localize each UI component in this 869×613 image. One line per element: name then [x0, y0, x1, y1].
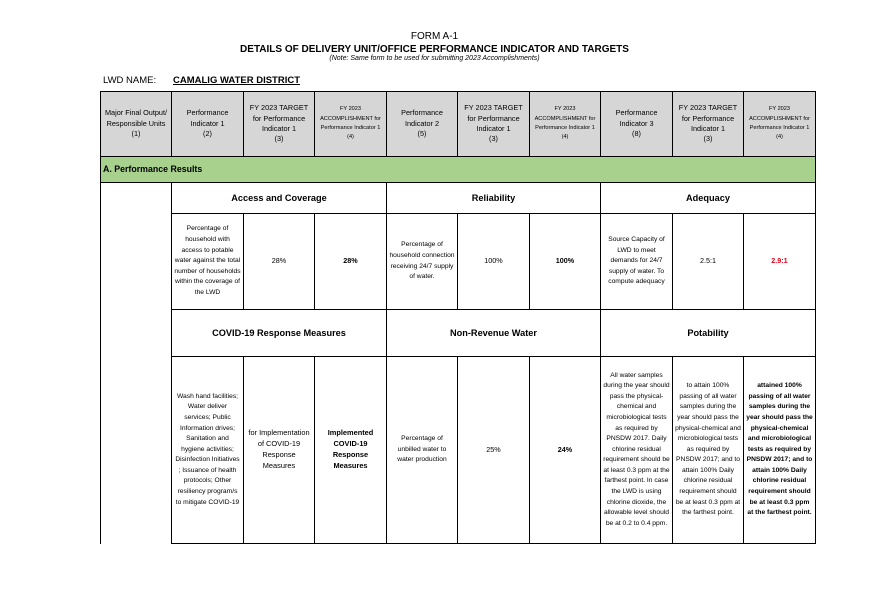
mfo-cell: [101, 183, 172, 544]
lwd-name-row: [103, 75, 301, 86]
category-access-coverage: Access and Coverage: [172, 183, 387, 214]
category-row: [101, 310, 816, 357]
col-header: Performance Indicator 3 (8): [601, 92, 673, 157]
col-header: Performance Indicator 1 (2): [172, 92, 244, 157]
col-header: FY 2023 ACCOMPLISHMENT for Performance Indicator 1 (4): [744, 92, 816, 157]
indicator-row: [101, 214, 816, 310]
indicator-text: Percentage of household with access to potable water against the total number of households within the coverage of the LWD: [172, 214, 244, 310]
col-header: FY 2023 ACCOMPLISHMENT for Performance Indicator 1 (4): [530, 92, 601, 157]
form-note: (Note: Same form to be used for submitting 2023 Accomplishments): [329, 55, 540, 62]
col-header: FY 2023 TARGET for Performance Indicator 1 (3): [458, 92, 530, 157]
accomplishment-value: 100%: [530, 214, 601, 310]
indicator-row: [101, 357, 816, 544]
category-potability: Potability: [601, 310, 816, 357]
column-header-row: [101, 92, 816, 157]
accomplishment-value: Implemented COVID-19 Response Measures: [315, 357, 387, 544]
category-adequacy: Adequacy: [601, 183, 816, 214]
target-value: for Implementation of COVID-19 Response Measures: [244, 357, 315, 544]
col-header: FY 2023 TARGET for Performance Indicator 1 (3): [673, 92, 744, 157]
accomplishment-value: 28%: [315, 214, 387, 310]
category-non-revenue-water: Non-Revenue Water: [387, 310, 601, 357]
indicator-text: Wash hand facilities; Water deliver services; Public Information drives; Sanitation and hygiene activities; Disinfection Initiatives ; Issuance of health protocols; Other resiliency program/s to mitigate COVID-19: [172, 357, 244, 544]
indicator-text: All water samples during the year should pass the physical-chemical and microbiological tests as required by PNSDW 2017. Daily chlorine residual requirement should be at least 0.3 ppm at the farthest point. In case the LWD is using chlorine dioxide, the allowable level should be at 0.2 to 0.4 ppm.: [601, 357, 673, 544]
col-header: Major Final Output/ Responsible Units (1): [101, 92, 172, 157]
section-title: A. Performance Results: [101, 157, 816, 183]
form-number: FORM A-1: [410, 31, 459, 42]
lwd-name-value: CAMALIG WATER DISTRICT: [173, 75, 301, 86]
indicator-text: Source Capacity of LWD to meet demands for 24/7 supply of water. To compute adequacy: [601, 214, 673, 310]
category-covid-response: COVID-19 Response Measures: [172, 310, 387, 357]
target-value: 25%: [458, 357, 530, 544]
col-header: Performance Indicator 2 (5): [387, 92, 458, 157]
performance-table: [100, 91, 816, 544]
category-row: [101, 183, 816, 214]
section-row: [101, 157, 816, 183]
accomplishment-value: 2.9:1: [744, 214, 816, 310]
category-reliability: Reliability: [387, 183, 601, 214]
target-value: 28%: [244, 214, 315, 310]
target-value: 100%: [458, 214, 530, 310]
accomplishment-value: attained 100% passing of all water samples during the year should pass the physical-chemical and microbiological tests as required by PNSDW 2017; and to attain 100% Daily chlorine residual requirement should be at least 0.3 ppm at the farthest point.: [744, 357, 816, 544]
form-title: DETAILS OF DELIVERY UNIT/OFFICE PERFORMANCE INDICATOR AND TARGETS: [240, 44, 629, 55]
target-value: to attain 100% passing of all water samples during the year should pass the physical-chemical and microbiological tests as required by PNSDW 2017; and to attain 100% Daily chlorine residual requirement should be at least 0.3 ppm at the farthest point.: [673, 357, 744, 544]
target-value: 2.5:1: [673, 214, 744, 310]
lwd-name-label: LWD NAME:: [103, 75, 157, 86]
col-header: FY 2023 ACCOMPLISHMENT for Performance Indicator 1 (4): [315, 92, 387, 157]
col-header: FY 2023 TARGET for Performance Indicator 1 (3): [244, 92, 315, 157]
indicator-text: Percentage of unbilled water to water production: [387, 357, 458, 544]
indicator-text: Percentage of household connection receiving 24/7 supply of water.: [387, 214, 458, 310]
accomplishment-value: 24%: [530, 357, 601, 544]
